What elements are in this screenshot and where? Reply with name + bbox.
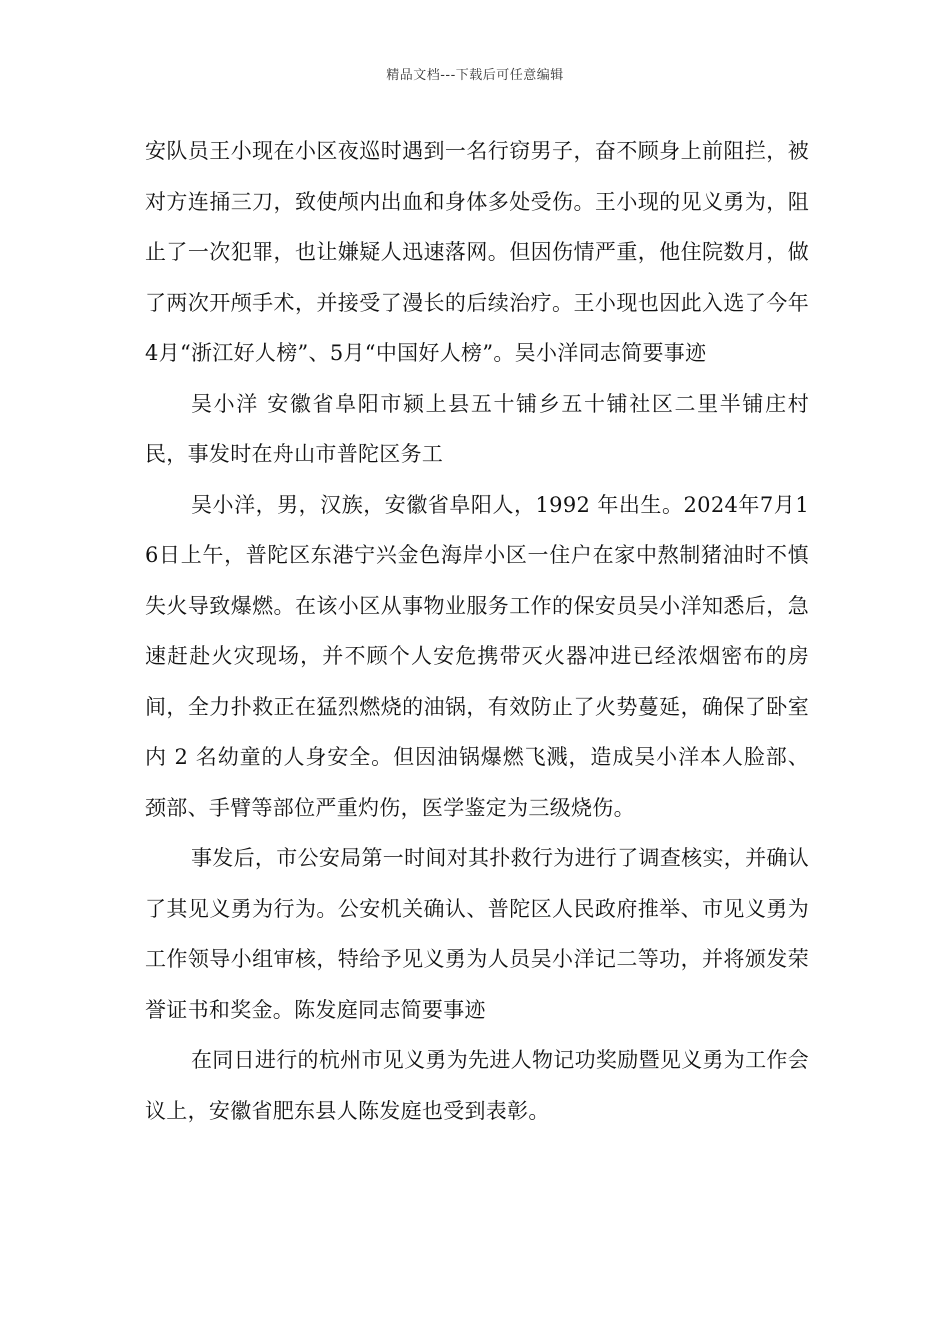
paragraph-3: 吴小洋，男，汉族，安徽省阜阳人，1992 年出生。2024年7月16日上午，普陀区东港宁兴金色海岸小区一住户在家中熬制猪油时不慎失火导致爆燃。在该小区从事物业服务工作的保安员吴小洋知悉后，急速赶赴火灾现场，并不顾个人安危携带灭火器冲进已经浓烟密布的房间，全力扑救正在猛烈燃烧的油锅，有效防止了火势蔓延，确保了卧室内 2 名幼童的人身安全。但因油锅爆燃飞溅，造成吴小洋本人脸部、颈部、手臂等部位严重灼伤，医学鉴定为三级烧伤。	[145, 492, 809, 820]
paragraph-4: 事发后，市公安局第一时间对其扑救行为进行了调查核实，并确认了其见义勇为行为。公安机关确认、普陀区人民政府推举、市见义勇为工作领导小组审核，特给予见义勇为人员吴小洋记二等功，并将颁发荣誉证书和奖金。陈发庭同志简要事迹	[145, 846, 809, 1022]
document-body	[145, 126, 809, 1136]
paragraph-5: 在同日进行的杭州市见义勇为先进人物记功奖励暨见义勇为工作会议上，安徽省肥东县人陈发庭也受到表彰。	[145, 1048, 809, 1123]
page-header: 精品文档---下载后可任意编辑	[386, 68, 564, 83]
paragraph-2: 吴小洋 安徽省阜阳市颍上县五十铺乡五十铺社区二里半铺庄村民，事发时在舟山市普陀区务工	[145, 391, 809, 466]
paragraph-1: 安队员王小现在小区夜巡时遇到一名行窃男子，奋不顾身上前阻拦，被对方连捅三刀，致使颅内出血和身体多处受伤。王小现的见义勇为，阻止了一次犯罪，也让嫌疑人迅速落网。但因伤情严重，他住院数月，做了两次开颅手术，并接受了漫长的后续治疗。王小现也因此入选了今年4月“浙江好人榜”、5月“中国好人榜”。吴小洋同志简要事迹	[145, 139, 809, 365]
